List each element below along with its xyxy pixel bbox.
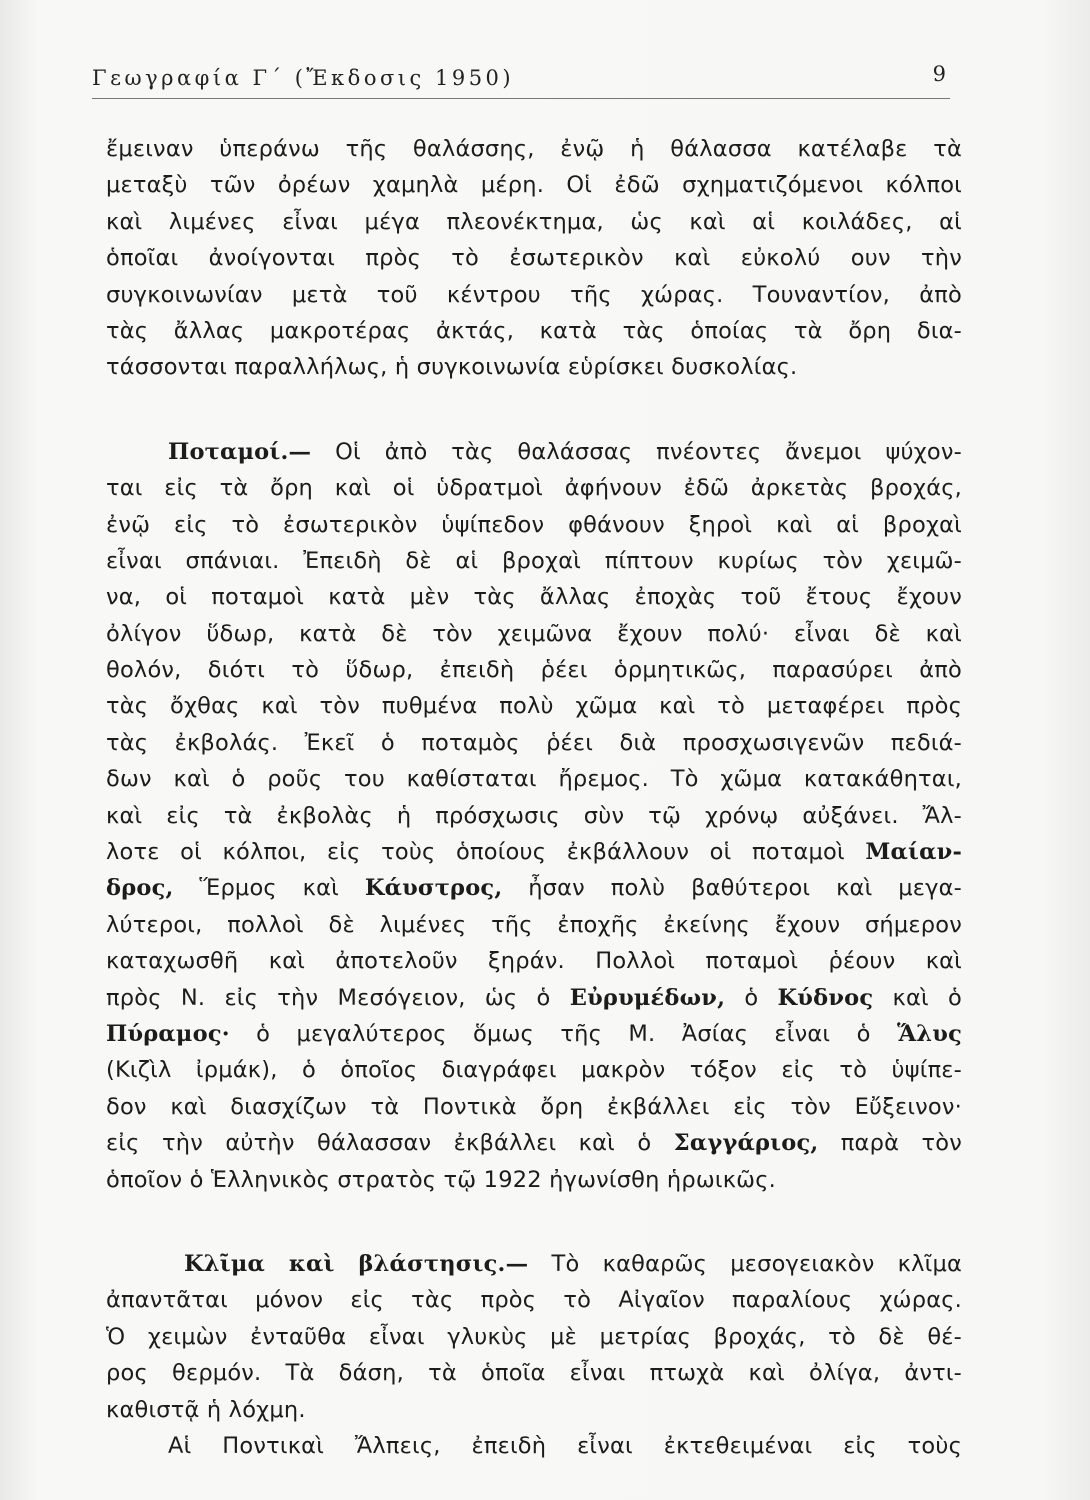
body-text [106, 131, 962, 1464]
text-line: συγκοινωνίαν μετὰ τοῦ κέντρου τῆς χώρας. Τουναντίον, ἀπὸ [106, 281, 962, 308]
text-line: Κλῖμα καὶ βλάστησις.— Τὸ καθαρῶς μεσογειακὸν κλῖμα [184, 1250, 962, 1277]
text-line: Ὁ χειμὼν ἐνταῦθα εἶναι γλυκὺς μὲ μετρίας βροχάς, τὸ δὲ θέ- [106, 1323, 962, 1350]
paragraph-coasts [106, 131, 962, 386]
text-line: καὶ λιμένες εἶναι μέγα πλεονέκτημα, ὡς καὶ αἱ κοιλάδες, αἱ [106, 208, 962, 235]
page-number: 9 [932, 62, 946, 86]
page-header [92, 58, 950, 99]
running-title: Γεωγραφία Γ΄ (Ἔκδοσις 1950) [92, 66, 515, 90]
text-line: Ποταμοί.— Οἱ ἀπὸ τὰς θαλάσσας πνέοντες ἄνεμοι ψύχον- [168, 438, 962, 465]
section-heading-climate: Κλῖμα καὶ βλάστησις.— [184, 1250, 529, 1277]
text-line: καὶ εἰς τὰ ἐκβολὰς ἡ πρόσχωσις σὺν τῷ χρόνῳ αὐξάνει. Ἄλ- [106, 802, 962, 829]
text-line: ἔμειναν ὑπεράνω τῆς θαλάσσης, ἐνῷ ἡ θάλασσα κατέλαβε τὰ [106, 136, 962, 162]
text-line: Αἱ Ποντικαὶ Ἄλπεις, ἐπειδὴ εἶναι ἐκτεθειμέναι εἰς τοὺς [168, 1432, 962, 1459]
text-line: εἰς τὴν αὐτὴν θάλασσαν ἐκβάλλει καὶ ὁ Σαγγάριος, παρὰ τὸν [106, 1130, 962, 1157]
text-line: πρὸς Ν. εἰς τὴν Μεσόγειον, ὡς ὁ Εὐρυμέδων, ὁ Κύδνος καὶ ὁ [106, 984, 962, 1011]
text-line: δον καὶ διασχίζων τὰ Ποντικὰ ὄρη ἐκβάλλει εἰς τὸν Εὔξεινον· [106, 1093, 962, 1120]
text-line: δων καὶ ὁ ροῦς του καθίσταται ἤρεμος. Τὸ χῶμα κατακάθηται, [106, 766, 962, 793]
text-line: λύτεροι, πολλοὶ δὲ λιμένες τῆς ἐποχῆς ἐκείνης ἔχουν σήμερον [106, 911, 962, 938]
text-line: τὰς ἄλλας μακροτέρας ἀκτάς, κατὰ τὰς ὁποίας τὰ ὄρη δια- [106, 317, 962, 344]
text-line: ὁποῖον ὁ Ἑλληνικὸς στρατὸς τῷ 1922 ἠγωνίσθη ἡρωικῶς. [106, 1166, 776, 1193]
text-line: ται εἰς τὰ ὄρη καὶ οἱ ὑδρατμοὶ ἀφήνουν ἐδῶ ἀρκετὰς βροχάς, [106, 475, 962, 502]
text-line: (Κιζὶλ ἰρμάκ), ὁ ὁποῖος διαγράφει μακρὸν τόξον εἰς τὸ ὑψίπε- [106, 1057, 962, 1084]
text-line: μεταξὺ τῶν ὀρέων χαμηλὰ μέρη. Οἱ ἐδῶ σχηματιζόμενοι κόλποι [106, 172, 962, 199]
text-line: να, οἱ ποταμοὶ κατὰ μὲν τὰς ἄλλας ἐποχὰς τοῦ ἔτους ἔχουν [106, 584, 962, 611]
text-line: λοτε οἱ κόλποι, εἰς τοὺς ὁποίους ἐκβάλλουν οἱ ποταμοὶ Μαίαν- [106, 839, 962, 866]
text-line: ὀλίγον ὕδωρ, κατὰ δὲ τὸν χειμῶνα ἔχουν πολύ· εἶναι δὲ καὶ [106, 620, 962, 647]
text-line: ὁποῖαι ἀνοίγονται πρὸς τὸ ἐσωτερικὸν καὶ εὐκολύ ουν τὴν [106, 245, 962, 272]
text-line: τὰς ὄχθας καὶ τὸν πυθμένα πολὺ χῶμα καὶ τὸ μεταφέρει πρὸς [106, 693, 962, 720]
text-line: τὰς ἐκβολάς. Ἐκεῖ ὁ ποταμὸς ῥέει διὰ προσχωσιγενῶν πεδιά- [106, 729, 962, 756]
text-line: καταχωσθῆ καὶ ἀποτελοῦν ξηράν. Πολλοὶ ποταμοὶ ῥέουν καὶ [106, 948, 962, 975]
text-line: Πύραμος· ὁ μεγαλύτερος ὅμως τῆς Μ. Ἀσίας εἶναι ὁ Ἅλυς [106, 1020, 962, 1047]
text-line: καθιστᾷ ἡ λόχμη. [106, 1396, 306, 1423]
paragraph-climate [106, 1246, 962, 1464]
text-line: ἀπαντᾶται μόνον εἰς τὰς πρὸς τὸ Αἰγαῖον παραλίους χώρας. [106, 1287, 962, 1314]
paragraph-rivers [106, 434, 962, 1198]
text-line: τάσσονται παραλλήλως, ἡ συγκοινωνία εὑρίσκει δυσκολίας. [106, 354, 798, 381]
text-line: εἶναι σπάνιαι. Ἐπειδὴ δὲ αἱ βροχαὶ πίπτουν κυρίως τὸν χειμῶ- [106, 547, 962, 574]
text-line: δρος, Ἕρμος καὶ Κάυστρος, ἦσαν πολὺ βαθύτεροι καὶ μεγα- [106, 875, 962, 902]
section-heading-rivers: Ποταμοί.— [168, 438, 312, 465]
text-line: ρος θερμόν. Τὰ δάση, τὰ ὁποῖα εἶναι πτωχὰ καὶ ὀλίγα, ἀντι- [106, 1360, 962, 1387]
text-line: θολόν, διότι τὸ ὕδωρ, ἐπειδὴ ῥέει ὁρμητικῶς, παρασύρει ἀπὸ [106, 657, 962, 684]
text-line: ἐνῷ εἰς τὸ ἐσωτερικὸν ὑψίπεδον φθάνουν ξηροὶ καὶ αἱ βροχαὶ [106, 511, 962, 538]
